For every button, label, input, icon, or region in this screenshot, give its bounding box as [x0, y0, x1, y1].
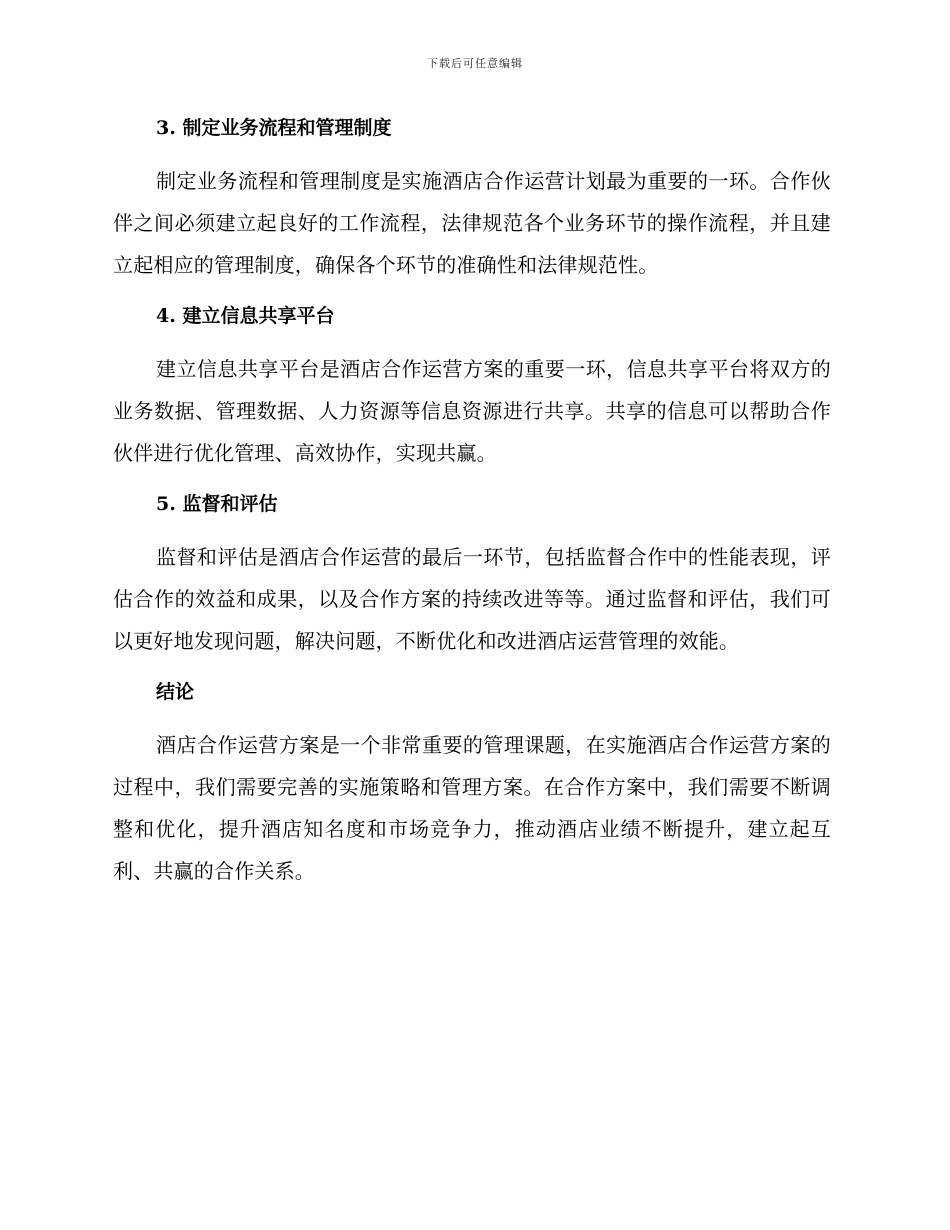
section-conclusion: [113, 672, 831, 892]
section-paragraph: 监督和评估是酒店合作运营的最后一环节，包括监督合作中的性能表现，评估合作的效益和成果，以及合作方案的持续改进等等。通过监督和评估，我们可以更好地发现问题，解决问题，不断优化和改进酒店运营管理的效能。: [113, 545, 831, 653]
section-paragraph: 建立信息共享平台是酒店合作运营方案的重要一环，信息共享平台将双方的业务数据、管理数据、人力资源等信息资源进行共享。共享的信息可以帮助合作伙伴进行优化管理、高效协作，实现共赢。: [113, 357, 831, 465]
section-paragraph: 酒店合作运营方案是一个非常重要的管理课题，在实施酒店合作运营方案的过程中，我们需要完善的实施策略和管理方案。在合作方案中，我们需要不断调整和优化，提升酒店知名度和市场竞争力，推动酒店业绩不断提升，建立起互利、共赢的合作关系。: [113, 733, 831, 883]
section-5: [113, 484, 831, 662]
section-heading: 3. 制定业务流程和管理制度: [156, 117, 392, 139]
section-heading: 5. 监督和评估: [156, 493, 278, 515]
document-body: [113, 108, 831, 902]
section-4: [113, 296, 831, 474]
section-heading: 结论: [156, 681, 195, 703]
section-paragraph: 制定业务流程和管理制度是实施酒店合作运营计划最为重要的一环。合作伙伴之间必须建立起良好的工作流程，法律规范各个业务环节的操作流程，并且建立起相应的管理制度，确保各个环节的准确性和法律规范性。: [113, 169, 831, 277]
section-3: [113, 108, 831, 286]
section-heading: 4. 建立信息共享平台: [156, 305, 335, 327]
header-note: 下载后可任意编辑: [427, 57, 523, 70]
